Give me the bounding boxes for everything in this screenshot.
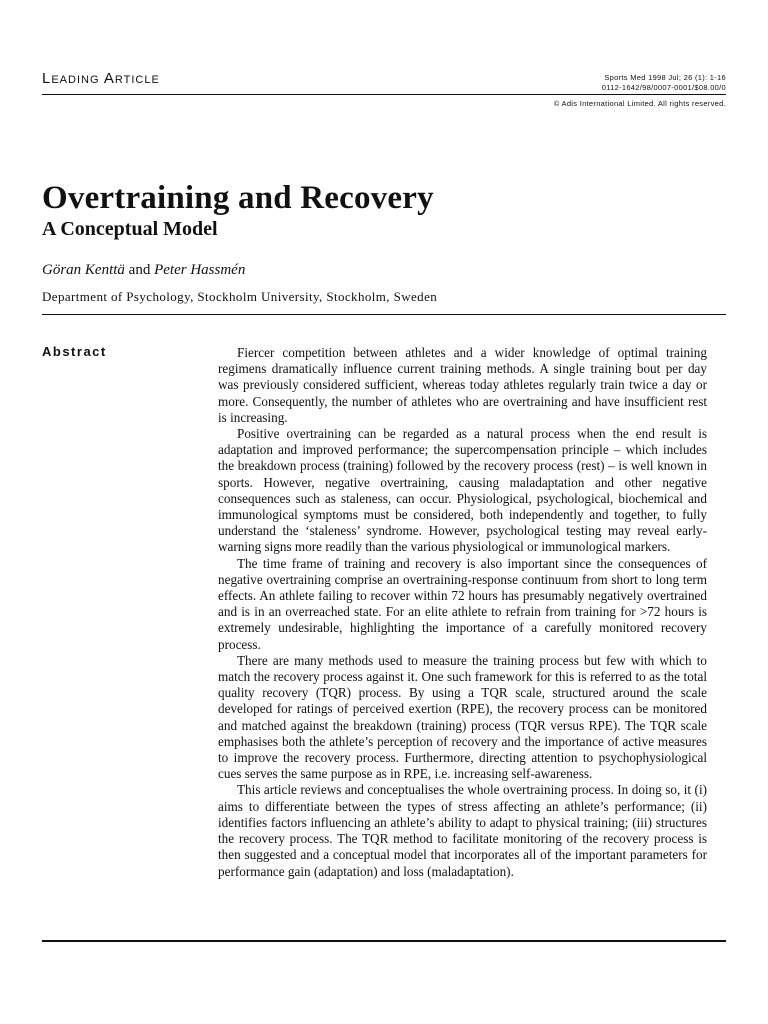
citation-block	[602, 73, 726, 93]
abstract-heading: Abstract	[42, 344, 107, 359]
abstract-paragraph: This article reviews and conceptualises the whole overtraining process. In doing so, it (i) aims to differentiate between the types of stress affecting an athlete’s performance; (ii) identifies factors influencing an athlete’s ability to adapt to physical training; (iii) structures the recovery process. The TQR method to facilitate monitoring of the recovery process is then suggested and a conceptual model that incorporates all of the important parameters for performance gain (adaptation) and loss (maladaptation).	[218, 782, 707, 879]
abstract-paragraph: Fiercer competition between athletes and a wider knowledge of optimal training regimens dramatically influence current training methods. A single training bout per day was previously considered sufficient, whereas today athletes regularly train twice a day or more. Consequently, the number of athletes who are overtraining and have insufficient rest is increasing.	[218, 345, 707, 425]
abstract-paragraph: There are many methods used to measure the training process but few with which to match the recovery process against it. One such framework for this is referred to as the total quality recovery (TQR) process. By using a TQR scale, structured around the scale developed for ratings of perceived exertion (RPE), the recovery process can be monitored and matched against the breakdown (training) process (TQR versus RPE). The TQR scale emphasises both the athlete’s perception of recovery and the importance of active measures to improve the recovery process. Furthermore, directing attention to psychophysiological cues serves the same purpose as in RPE, i.e. increasing self-awareness.	[218, 652, 707, 782]
abstract-divider	[42, 940, 726, 942]
abstract-paragraph: The time frame of training and recovery is also important since the consequences of negative overtraining comprise an overtraining-response continuum from short to long term effects. An athlete failing to recover within 72 hours has presumably negatively overtrained and is in an overreached state. For an elite athlete to refrain from training for >72 hours is extremely undesirable, highlighting the importance of a carefully monitored recovery process.	[218, 555, 707, 652]
article-title: Overtraining and Recovery	[42, 180, 434, 216]
author-conjunction: and	[124, 262, 155, 278]
author-2: Peter Hassmén	[154, 262, 246, 278]
author-1: Göran Kenttä	[42, 262, 125, 278]
copyright-notice: © Adis International Limited. All rights reserved.	[553, 99, 726, 108]
citation-line-2: 0112-1642/98/0007-0001/$08.00/0	[601, 83, 726, 92]
header-divider	[42, 94, 726, 95]
title-divider	[42, 314, 726, 315]
citation-line-1: Sports Med 1998 Jul; 26 (1): 1-16	[604, 73, 726, 82]
author-line	[42, 262, 245, 279]
section-label: Leading Article	[42, 70, 160, 87]
author-affiliation: Department of Psychology, Stockholm University, Stockholm, Sweden	[42, 289, 438, 304]
abstract-paragraph: Positive overtraining can be regarded as a natural process when the end result is adaptation and improved performance; the supercompensation principle – which includes the breakdown process (training) followed by the recovery process (rest) – is well known in sports. However, negative overtraining, causing maladaptation and other negative consequences such as staleness, can occur. Physiological, psychological, biochemical and immunological symptoms must be considered, both independently and together, to fully understand the ‘staleness’ syndrome. However, psychological testing may reveal early-warning signs more readily than the various physiological or immunological markers.	[218, 426, 707, 555]
abstract-body	[218, 345, 707, 880]
article-subtitle: A Conceptual Model	[42, 218, 218, 240]
